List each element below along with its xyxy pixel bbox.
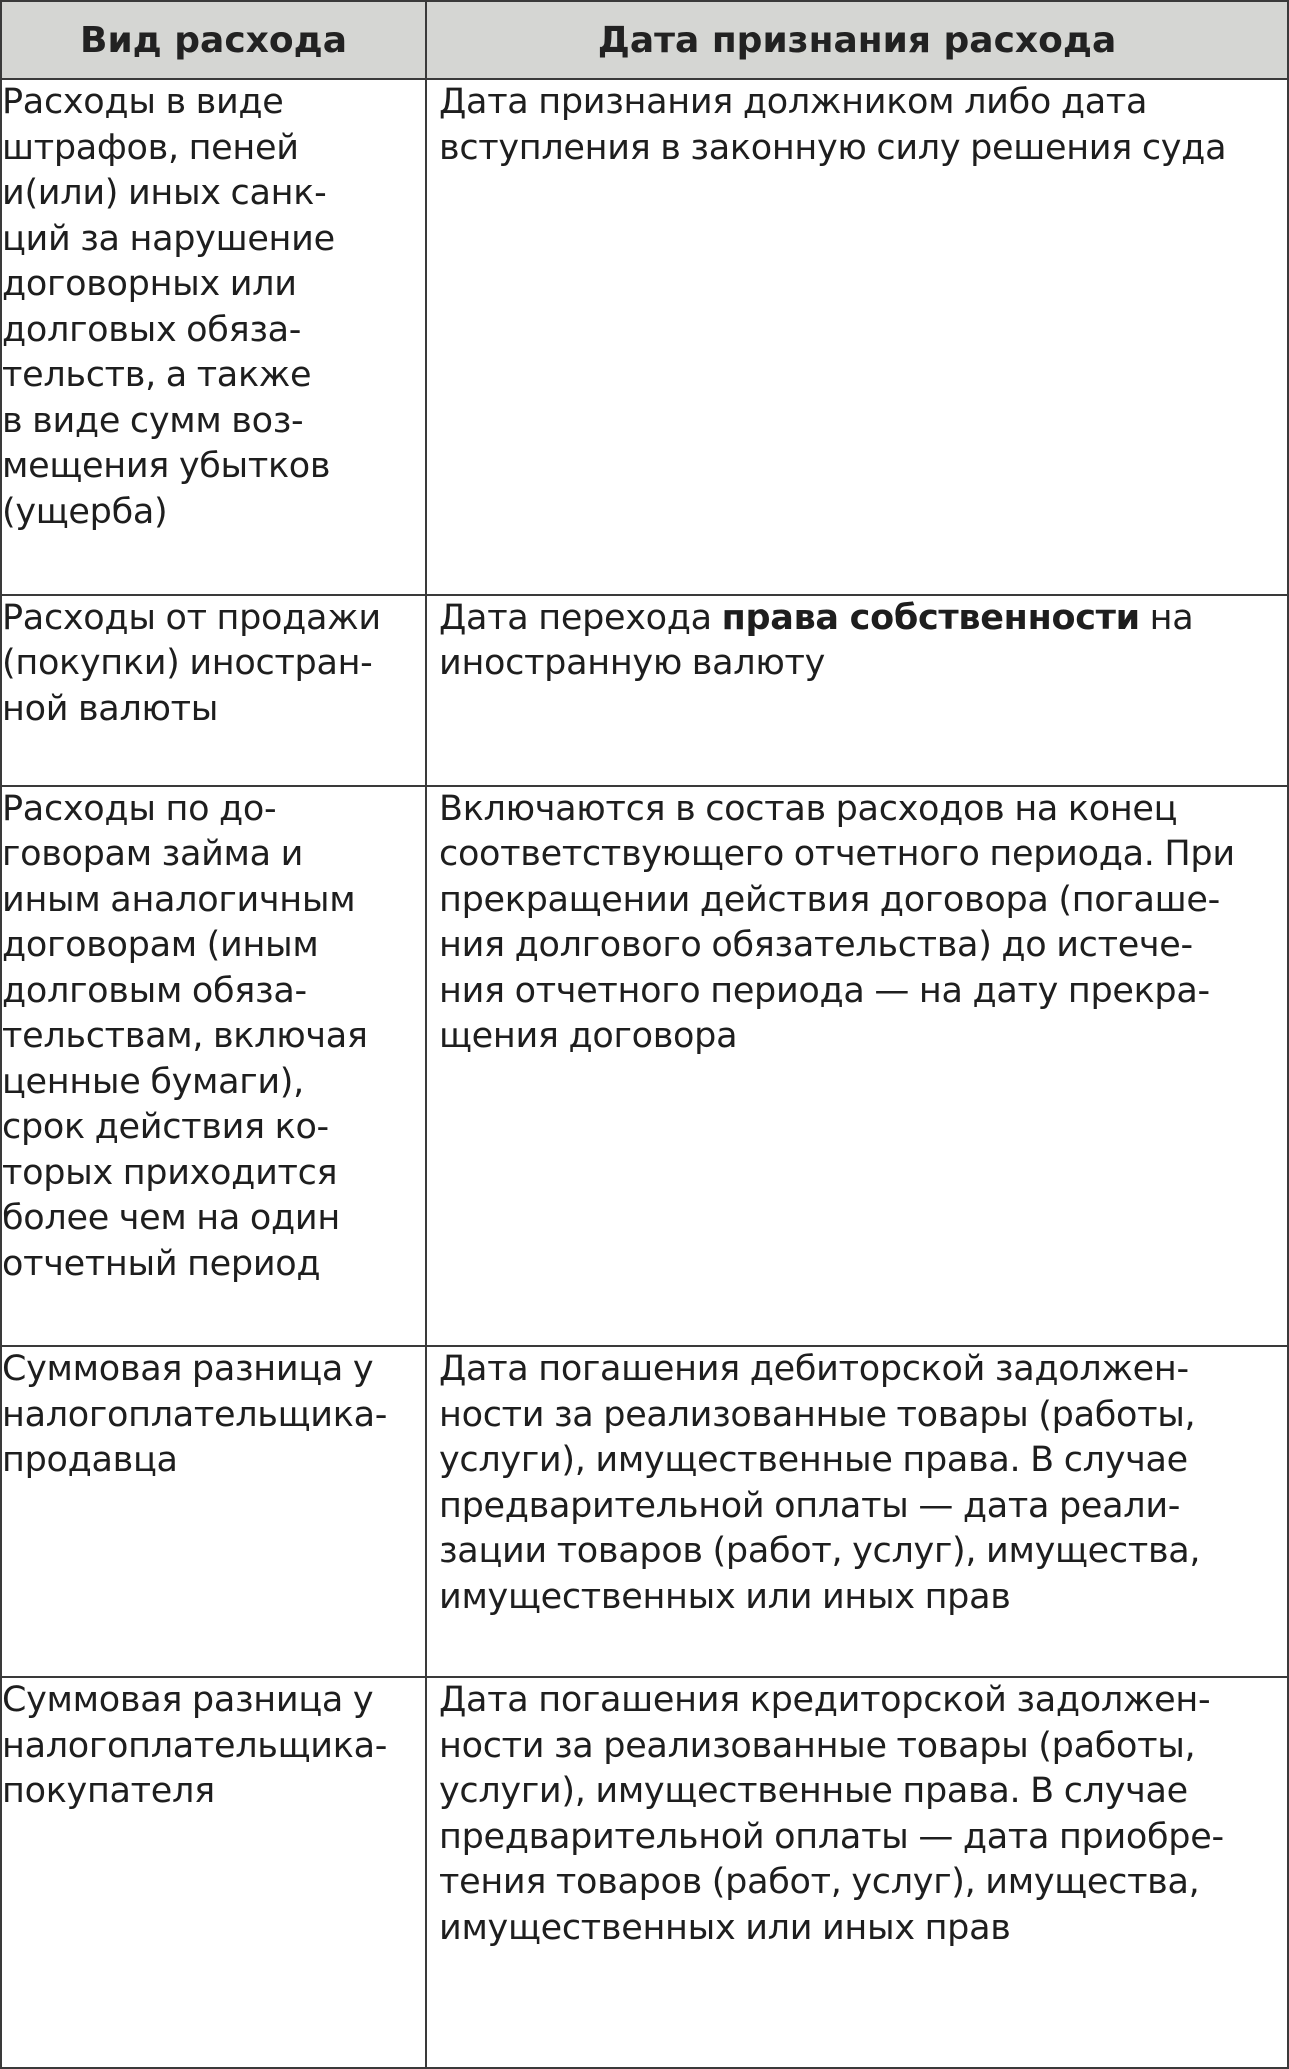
text-line: налогоплательщика- (2, 1725, 388, 1766)
text-line: Дата признания должником либо дата (439, 82, 1148, 122)
text-line: ния долгового обязательства) до истече- (439, 925, 1193, 966)
text-line: имущественных или иных прав (439, 1576, 1011, 1617)
text-line: зации товаров (работ, услуг), имущества, (439, 1531, 1201, 1572)
text-line: тельств, а также (2, 355, 312, 395)
text-line: торых приходится (2, 1152, 338, 1193)
header-expense-type: Вид расхода (1, 1, 426, 79)
text-line: более чем на один (2, 1198, 340, 1239)
text-line: Дата погашения дебиторской задолжен- (439, 1349, 1189, 1390)
text-line: Включаются в состав расходов на конец (439, 788, 1178, 829)
expense-type-cell (1, 786, 426, 1347)
text-line: договорам (иным (2, 925, 319, 966)
table-row (1, 786, 1288, 1347)
text-line: долговых обяза- (2, 309, 302, 350)
text-line: ния отчетного периода — на дату прекра- (439, 970, 1210, 1011)
text-line: в виде сумм воз- (2, 400, 304, 441)
recognition-date-cell (426, 1346, 1288, 1677)
text-line: иностранную валюту (439, 643, 826, 684)
text-line: предварительной оплаты — дата реали- (439, 1485, 1181, 1526)
text-line: ности за реализованные товары (работы, (439, 1394, 1196, 1435)
text-line: имущественных или иных прав (439, 1907, 1011, 1948)
recognition-date-cell (426, 79, 1288, 595)
table-row (1, 1677, 1288, 2068)
text-line: ценные бумаги), (2, 1061, 304, 1102)
text-line: покупателя (2, 1771, 215, 1811)
recognition-date-cell (426, 595, 1288, 786)
text-line: Суммовая разница у (2, 1680, 374, 1720)
text-line: вступления в законную силу решения суда (439, 127, 1227, 168)
text-line: тения товаров (работ, услуг), имущества, (439, 1862, 1200, 1902)
text-line: (покупки) иностран- (2, 643, 373, 684)
text-line: иным аналогичным (2, 879, 356, 920)
text-line: (ущерба) (2, 491, 168, 532)
text-segment: на (1139, 597, 1194, 638)
table-row (1, 79, 1288, 595)
text-line: долговым обяза- (2, 970, 307, 1011)
expense-type-cell (1, 79, 426, 595)
text-line: услуги), имущественные права. В случае (439, 1440, 1188, 1481)
recognition-date-cell (426, 786, 1288, 1347)
text-line: Расходы по до- (2, 788, 277, 829)
bold-term: права собственности (721, 597, 1140, 638)
text-line: Расходы от продажи (2, 597, 381, 638)
text-line: и(или) иных санк- (2, 173, 327, 213)
expense-type-cell (1, 1677, 426, 2068)
text-line: Дата погашения кредиторской задолжен- (439, 1680, 1211, 1720)
text-line: штрафов, пеней (2, 127, 299, 168)
text-line: ной валюты (2, 688, 219, 729)
table-row (1, 595, 1288, 786)
text-line: щения договора (439, 1016, 738, 1057)
table-row (1, 1346, 1288, 1677)
text-line: продавца (2, 1440, 178, 1481)
expense-type-cell (1, 1346, 426, 1677)
text-line: предварительной оплаты — дата приобре- (439, 1816, 1224, 1857)
text-line (439, 596, 1279, 642)
text-line: ций за нарушение (2, 218, 335, 259)
text-segment: Дата перехода (439, 597, 722, 638)
expense-type-cell (1, 595, 426, 786)
text-line: тельствам, включая (2, 1016, 368, 1057)
text-line: отчетный период (2, 1243, 321, 1284)
header-recognition-date: Дата признания расхода (426, 1, 1288, 79)
text-line: Расходы в виде (2, 82, 284, 122)
text-line: налогоплательщика- (2, 1394, 388, 1435)
text-line: ности за реализованные товары (работы, (439, 1725, 1196, 1766)
text-line: Суммовая разница у (2, 1349, 374, 1390)
text-line: мещения убытков (2, 446, 331, 486)
text-line: соответствующего отчетного периода. При (439, 834, 1235, 875)
text-line: срок действия ко- (2, 1107, 329, 1148)
text-line: услуги), имущественные права. В случае (439, 1771, 1188, 1811)
recognition-date-cell (426, 1677, 1288, 2068)
text-line: прекращении действия договора (погаше- (439, 879, 1220, 920)
header-row (1, 1, 1288, 79)
text-line: говорам займа и (2, 834, 304, 875)
text-line: договорных или (2, 264, 297, 304)
